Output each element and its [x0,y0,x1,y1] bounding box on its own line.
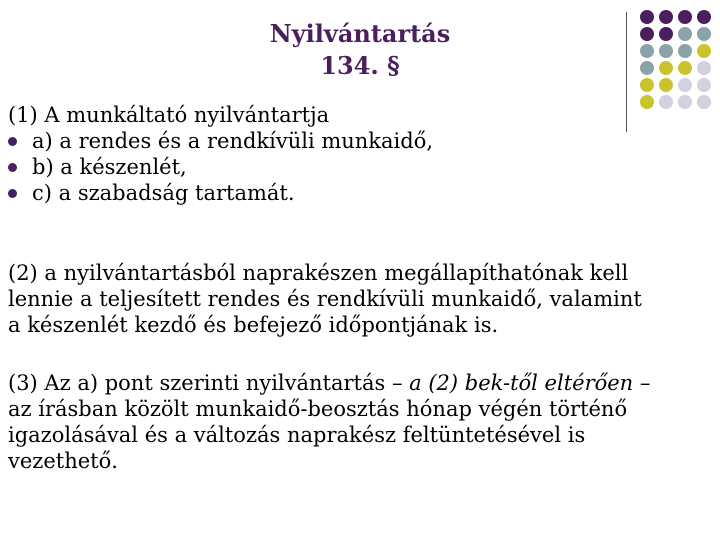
decorative-dot [697,61,711,75]
decorative-dot [659,78,673,92]
bullet-icon [8,189,17,198]
decorative-dot [697,44,711,58]
decorative-dot [697,10,711,24]
list-item-text: b) a készenlét, [32,155,187,179]
text-run: (3) Az a) pont szerinti nyilvántartás – [8,371,410,395]
decorative-dot [659,44,673,58]
list-item-text: a) a rendes és a rendkívüli munkaidő, [32,129,434,153]
decorative-dot [640,61,654,75]
text-line: (2) a nyilvántartásból naprakészen megállapíthatónak kell [8,261,629,285]
list-item [8,128,714,154]
decorative-dot [678,10,692,24]
decorative-dot [640,78,654,92]
text-line: az írásban közölt munkaidő-beosztás hónap végén történő [8,397,628,421]
emphasized-text: a (2) bek-től eltérően [409,371,634,395]
text-line [8,370,720,396]
section-1 [8,102,714,206]
text-line: lennie a teljesített rendes és rendkívüli munkaidő, valamint [8,287,642,311]
text-line: vezethető. [8,449,118,473]
decorative-dot [659,10,673,24]
list-item-text: c) a szabadság tartamát. [32,181,295,205]
decorative-dot [697,78,711,92]
decorative-dot [659,27,673,41]
list-item [8,180,714,206]
text-run: – [633,371,651,395]
bullet-icon [8,163,17,172]
decorative-dot [640,27,654,41]
decorative-dot [640,10,654,24]
list-item [8,154,714,180]
decorative-dot [678,61,692,75]
decorative-dot [678,78,692,92]
section-1-heading: (1) A munkáltató nyilvántartja [8,103,330,127]
section-2 [8,260,720,338]
section-1-list [8,128,714,206]
text-line: igazolásával és a változás naprakész feltüntetésével is [8,423,586,447]
slide-title [200,18,520,82]
section-3-paragraph [8,370,720,474]
decorative-dot [697,27,711,41]
decorative-dot [678,27,692,41]
title-line-2: 134. § [320,51,400,80]
text-line: a készenlét kezdő és befejező időpontjának is. [8,313,499,337]
bullet-icon [8,137,17,146]
decorative-dot-grid [640,10,711,109]
section-2-paragraph [8,260,720,338]
section-3 [8,370,720,474]
title-line-1: Nyilvántartás [269,19,451,48]
decorative-dot [659,61,673,75]
decorative-dot [678,44,692,58]
decorative-dot [640,44,654,58]
